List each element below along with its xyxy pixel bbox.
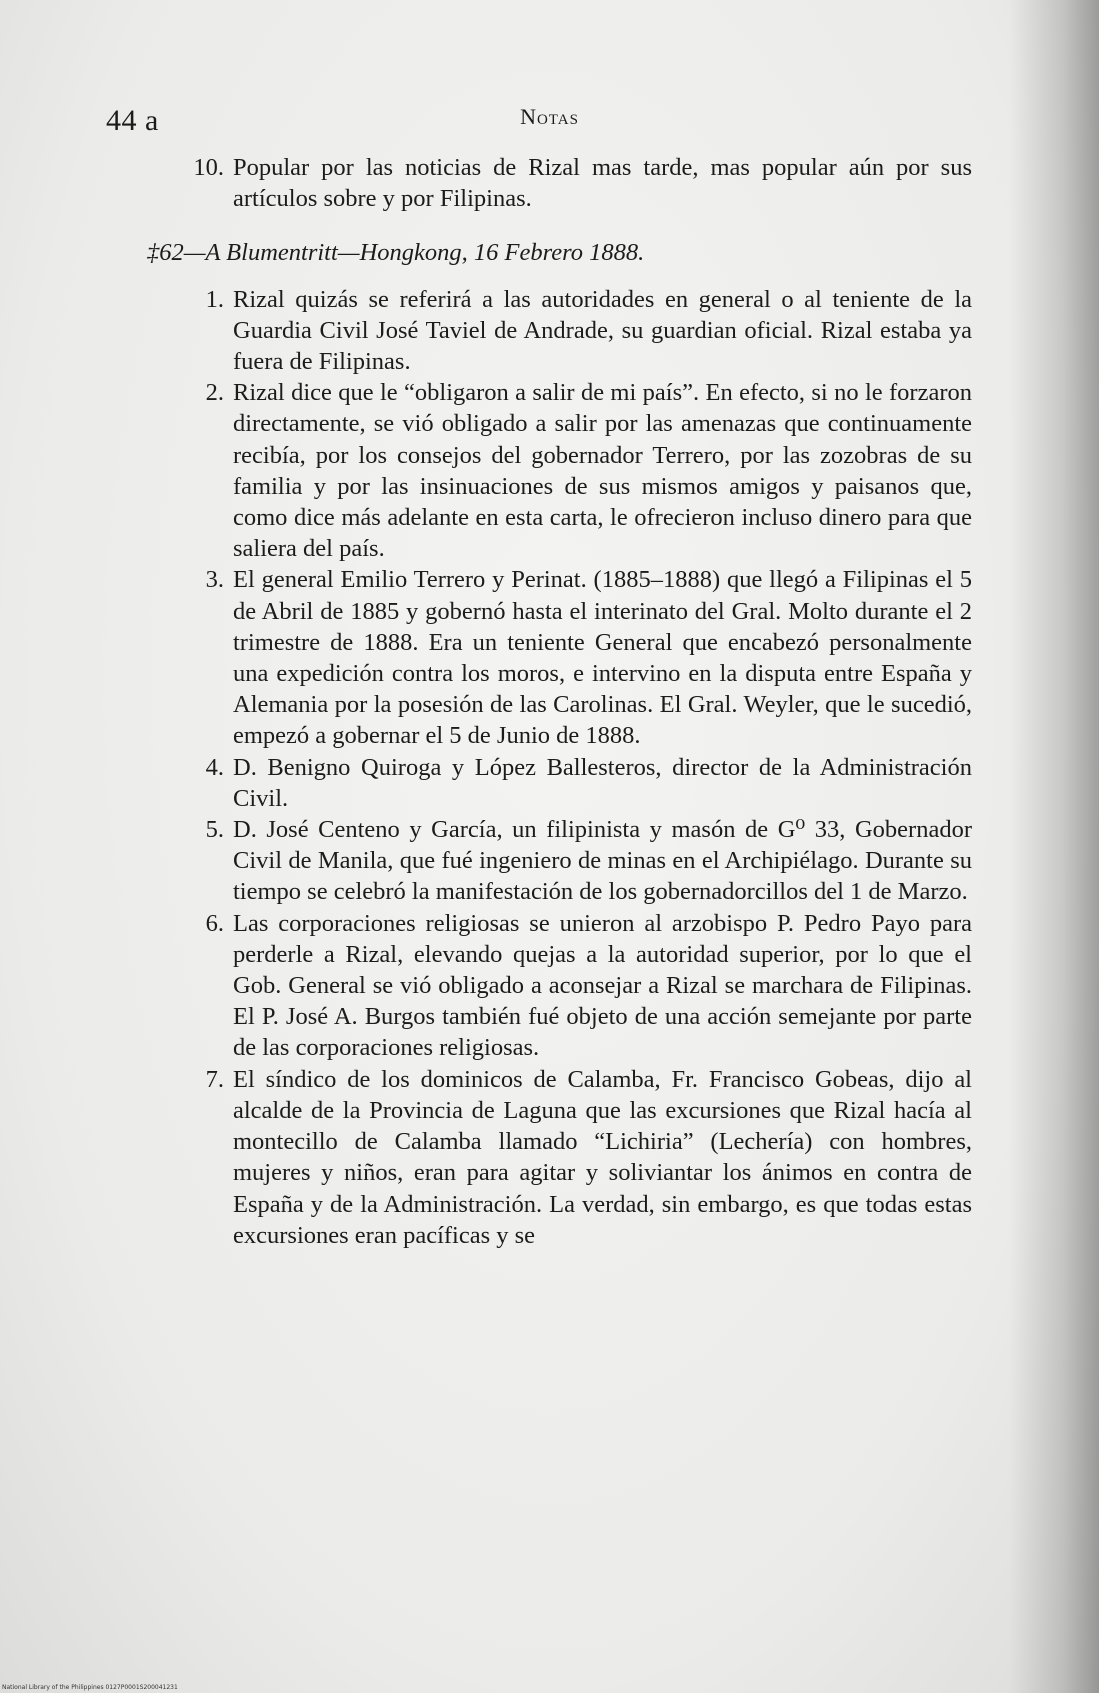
letter-heading: ‡62—A Blumentritt—Hongkong, 16 Febrero 1888. [147, 239, 645, 267]
note-item [172, 752, 972, 814]
note-number: 3. [205, 566, 224, 594]
note-item [172, 564, 972, 751]
note-number: 2. [205, 379, 224, 407]
note-text: El síndico de los dominicos de Calamba, Fr. Francisco Gobeas, dijo al alcalde de la Provincia de Laguna que las excursiones que Rizal hacía al montecillo de Calamba llamado “Lichiria” (Lechería) con hombres, mujeres y niños, eran para agitar y soliviantar los ánimos en contra de España y de la Administración. La verdad, sin embargo, es que todas estas excursiones eran pacíficas y se [233, 1065, 972, 1249]
note-text: Popular por las noticias de Rizal mas tarde, mas popular aún por sus artículos sobre y por Filipinas. [233, 154, 972, 213]
note-item [172, 377, 972, 564]
page-edge-shadow [1009, 0, 1099, 1693]
note-item [172, 908, 972, 1064]
note-number: 1. [205, 285, 224, 313]
note-text: D. Benigno Quiroga y López Ballesteros, director de la Administración Civil. [233, 753, 972, 812]
note-item [172, 284, 972, 378]
note-number: 10. [193, 154, 224, 181]
note-number: 6. [205, 909, 224, 937]
archive-footer-tag: National Library of the Philippines 0127P0001S200041231 [2, 1684, 178, 1691]
note-text: Rizal dice que le “obligaron a salir de mi país”. En efecto, si no le forzaron directamente, se vió obligado a salir por las amenazas que continuamente recibía, por los consejos del gobernador Terrero, por las zozobras de su familia y por las insinuaciones de sus mismos amigos y paisanos que, como dice más adelante en esta carta, le ofrecieron incluso dinero para que saliera del país. [233, 379, 972, 563]
notes-body [147, 152, 972, 1251]
note-text: Rizal quizás se referirá a las autoridades en general o al teniente de la Guardia Civil José Taviel de Andrade, su guardian oficial. Rizal estaba ya fuera de Filipinas. [233, 285, 972, 376]
note-item [172, 1064, 972, 1251]
note-item [172, 814, 972, 908]
note-text: Las corporaciones religiosas se unieron al arzobispo P. Pedro Payo para perderle a Rizal, elevando quejas a la autoridad superior, por lo que el Gob. General se vió obligado a aconsejar a Rizal se marchara de Filipinas. El P. José A. Burgos también fué objeto de una acción semejante por parte de las corporaciones religiosas. [233, 909, 972, 1062]
note-text: El general Emilio Terrero y Perinat. (1885–1888) que llegó a Filipinas el 5 de Abril de 1885 y gobernó hasta el interinato del Gral. Molto durante el 2 trimestre de 1888. Era un teniente General que encabezó personalmente una expedición contra los moros, e intervino en la disputa entre España y Alemania por la posesión de las Carolinas. El Gral. Weyler, que le sucedió, empezó a gobernar el 5 de Junio de 1888. [233, 566, 972, 750]
page-number: 44 a [106, 104, 159, 137]
note-item [172, 152, 972, 214]
note-number: 4. [205, 753, 224, 781]
running-head: Notas [520, 104, 579, 129]
note-number: 7. [205, 1065, 224, 1093]
note-number: 5. [205, 816, 224, 844]
note-text: D. José Centeno y García, un filipinista y masón de G⁰ 33, Gobernador Civil de Manila, que fué ingeniero de minas en el Archipiélago. Durante su tiempo se celebró la manifestación de los gobernadorcillos del 1 de Marzo. [233, 816, 972, 906]
